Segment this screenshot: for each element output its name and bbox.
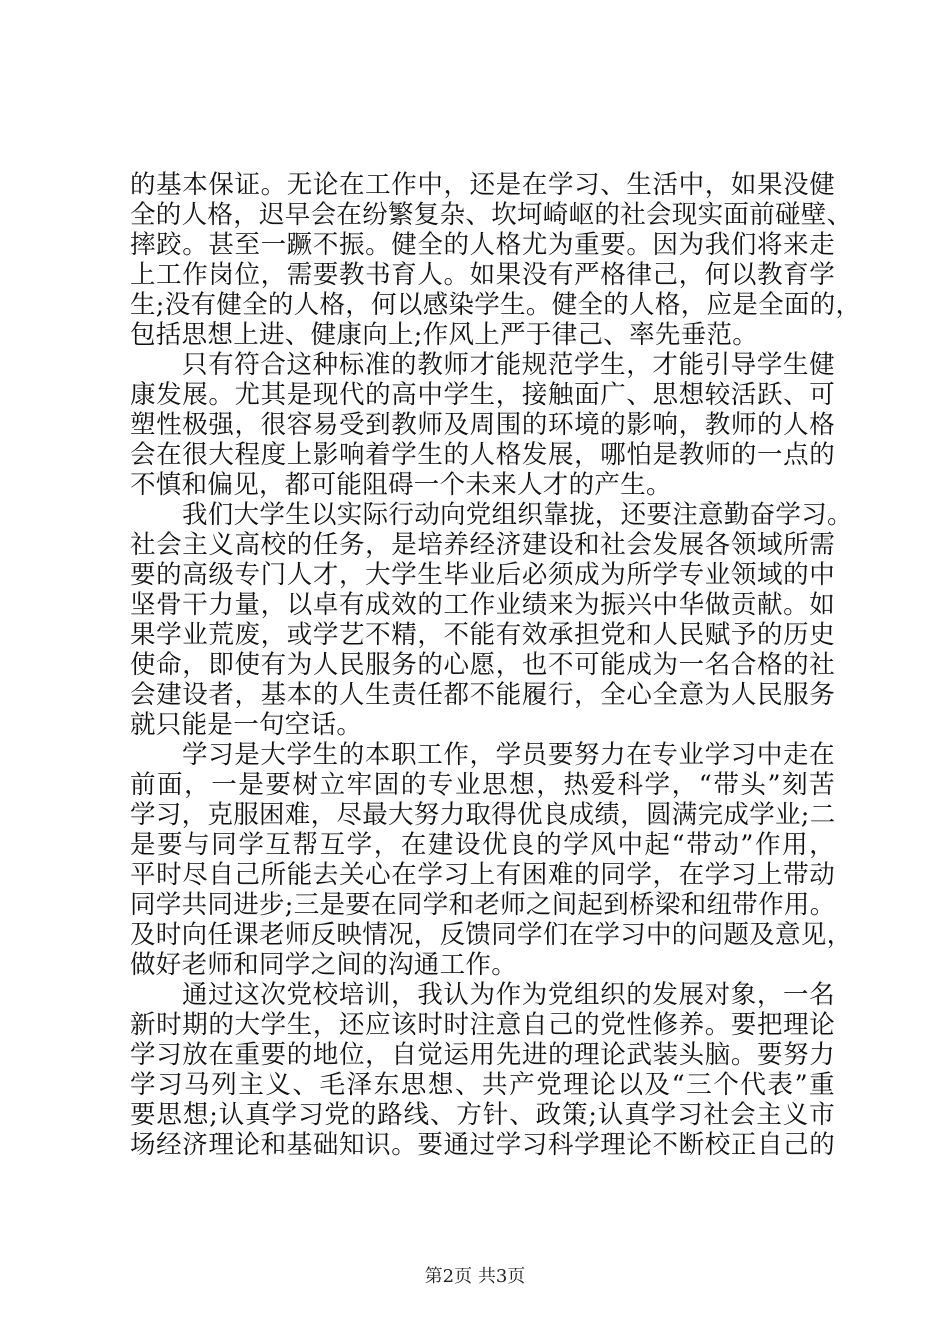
text-line: 果学业荒废，或学艺不精，不能有效承担党和人民赋予的历史 bbox=[130, 620, 835, 650]
text-line: 会建设者，基本的人生责任都不能履行，全心全意为人民服务 bbox=[130, 680, 835, 710]
text-line: 社会主义高校的任务，是培养经济建设和社会发展各领域所需 bbox=[130, 530, 835, 560]
text-line: 只有符合这种标准的教师才能规范学生，才能引导学生健 bbox=[182, 350, 835, 380]
text-line: 通过这次党校培训，我认为作为党组织的发展对象，一名 bbox=[182, 980, 835, 1010]
text-line: 及时向任课老师反映情况，反馈同学们在学习中的问题及意见， bbox=[130, 920, 853, 950]
text-line: 使命，即使有为人民服务的心愿，也不可能成为一名合格的社 bbox=[130, 650, 835, 680]
text-line: 会在很大程度上影响着学生的人格发展，哪怕是教师的一点的 bbox=[130, 440, 835, 470]
text-line: 学习是大学生的本职工作，学员要努力在专业学习中走在 bbox=[182, 740, 835, 770]
text-line: 前面，一是要树立牢固的专业思想，热爱科学，“带头”刻苦 bbox=[130, 770, 835, 800]
text-line: 平时尽自己所能去关心在学习上有困难的同学，在学习上带动 bbox=[130, 860, 835, 890]
text-line: 要思想;认真学习党的路线、方针、政策;认真学习社会主义市 bbox=[130, 1100, 835, 1130]
text-line: 上工作岗位，需要教书育人。如果没有严格律己，何以教育学 bbox=[130, 260, 835, 290]
text-line: 生;没有健全的人格，何以感染学生。健全的人格，应是全面的， bbox=[130, 290, 862, 320]
text-line: 不慎和偏见，都可能阻碍一个未来人才的产生。 bbox=[130, 470, 672, 500]
text-line: 学习，克服困难，尽最大努力取得优良成绩，圆满完成学业;二 bbox=[130, 800, 836, 830]
text-line: 全的人格，迟早会在纷繁复杂、坎坷崎岖的社会现实面前碰壁、 bbox=[130, 200, 853, 230]
body-text bbox=[130, 170, 862, 1160]
text-line: 场经济理论和基础知识。要通过学习科学理论不断校正自己的 bbox=[130, 1130, 835, 1160]
text-line: 塑性极强，很容易受到教师及周围的环境的影响，教师的人格 bbox=[130, 410, 835, 440]
text-line: 我们大学生以实际行动向党组织靠拢，还要注意勤奋学习。 bbox=[182, 500, 853, 530]
text-line: 摔跤。甚至一蹶不振。健全的人格尤为重要。因为我们将来走 bbox=[130, 230, 835, 260]
text-line: 要的高级专门人才，大学生毕业后必须成为所学专业领域的中 bbox=[130, 560, 835, 590]
text-line: 同学共同进步;三是要在同学和老师之间起到桥梁和纽带作用。 bbox=[130, 890, 836, 920]
text-line: 是要与同学互帮互学，在建设优良的学风中起“带动”作用， bbox=[130, 830, 835, 860]
text-line: 新时期的大学生，还应该时时注意自己的党性修养。要把理论 bbox=[130, 1010, 835, 1040]
text-line: 的基本保证。无论在工作中，还是在学习、生活中，如果没健 bbox=[130, 170, 835, 200]
text-line: 做好老师和同学之间的沟通工作。 bbox=[130, 950, 518, 980]
text-line: 学习放在重要的地位，自觉运用先进的理论武装头脑。要努力 bbox=[130, 1040, 835, 1070]
text-line: 学习马列主义、毛泽东思想、共产党理论以及“三个代表”重 bbox=[130, 1070, 835, 1100]
text-line: 坚骨干力量，以卓有成效的工作业绩来为振兴中华做贡献。如 bbox=[130, 590, 835, 620]
text-line: 包括思想上进、健康向上;作风上严于律己、率先垂范。 bbox=[130, 320, 759, 350]
text-line: 康发展。尤其是现代的高中学生，接触面广、思想较活跃、可 bbox=[130, 380, 835, 410]
page-number-footer: 第2页 共3页 bbox=[424, 1266, 526, 1287]
text-line: 就只能是一句空话。 bbox=[130, 710, 363, 740]
